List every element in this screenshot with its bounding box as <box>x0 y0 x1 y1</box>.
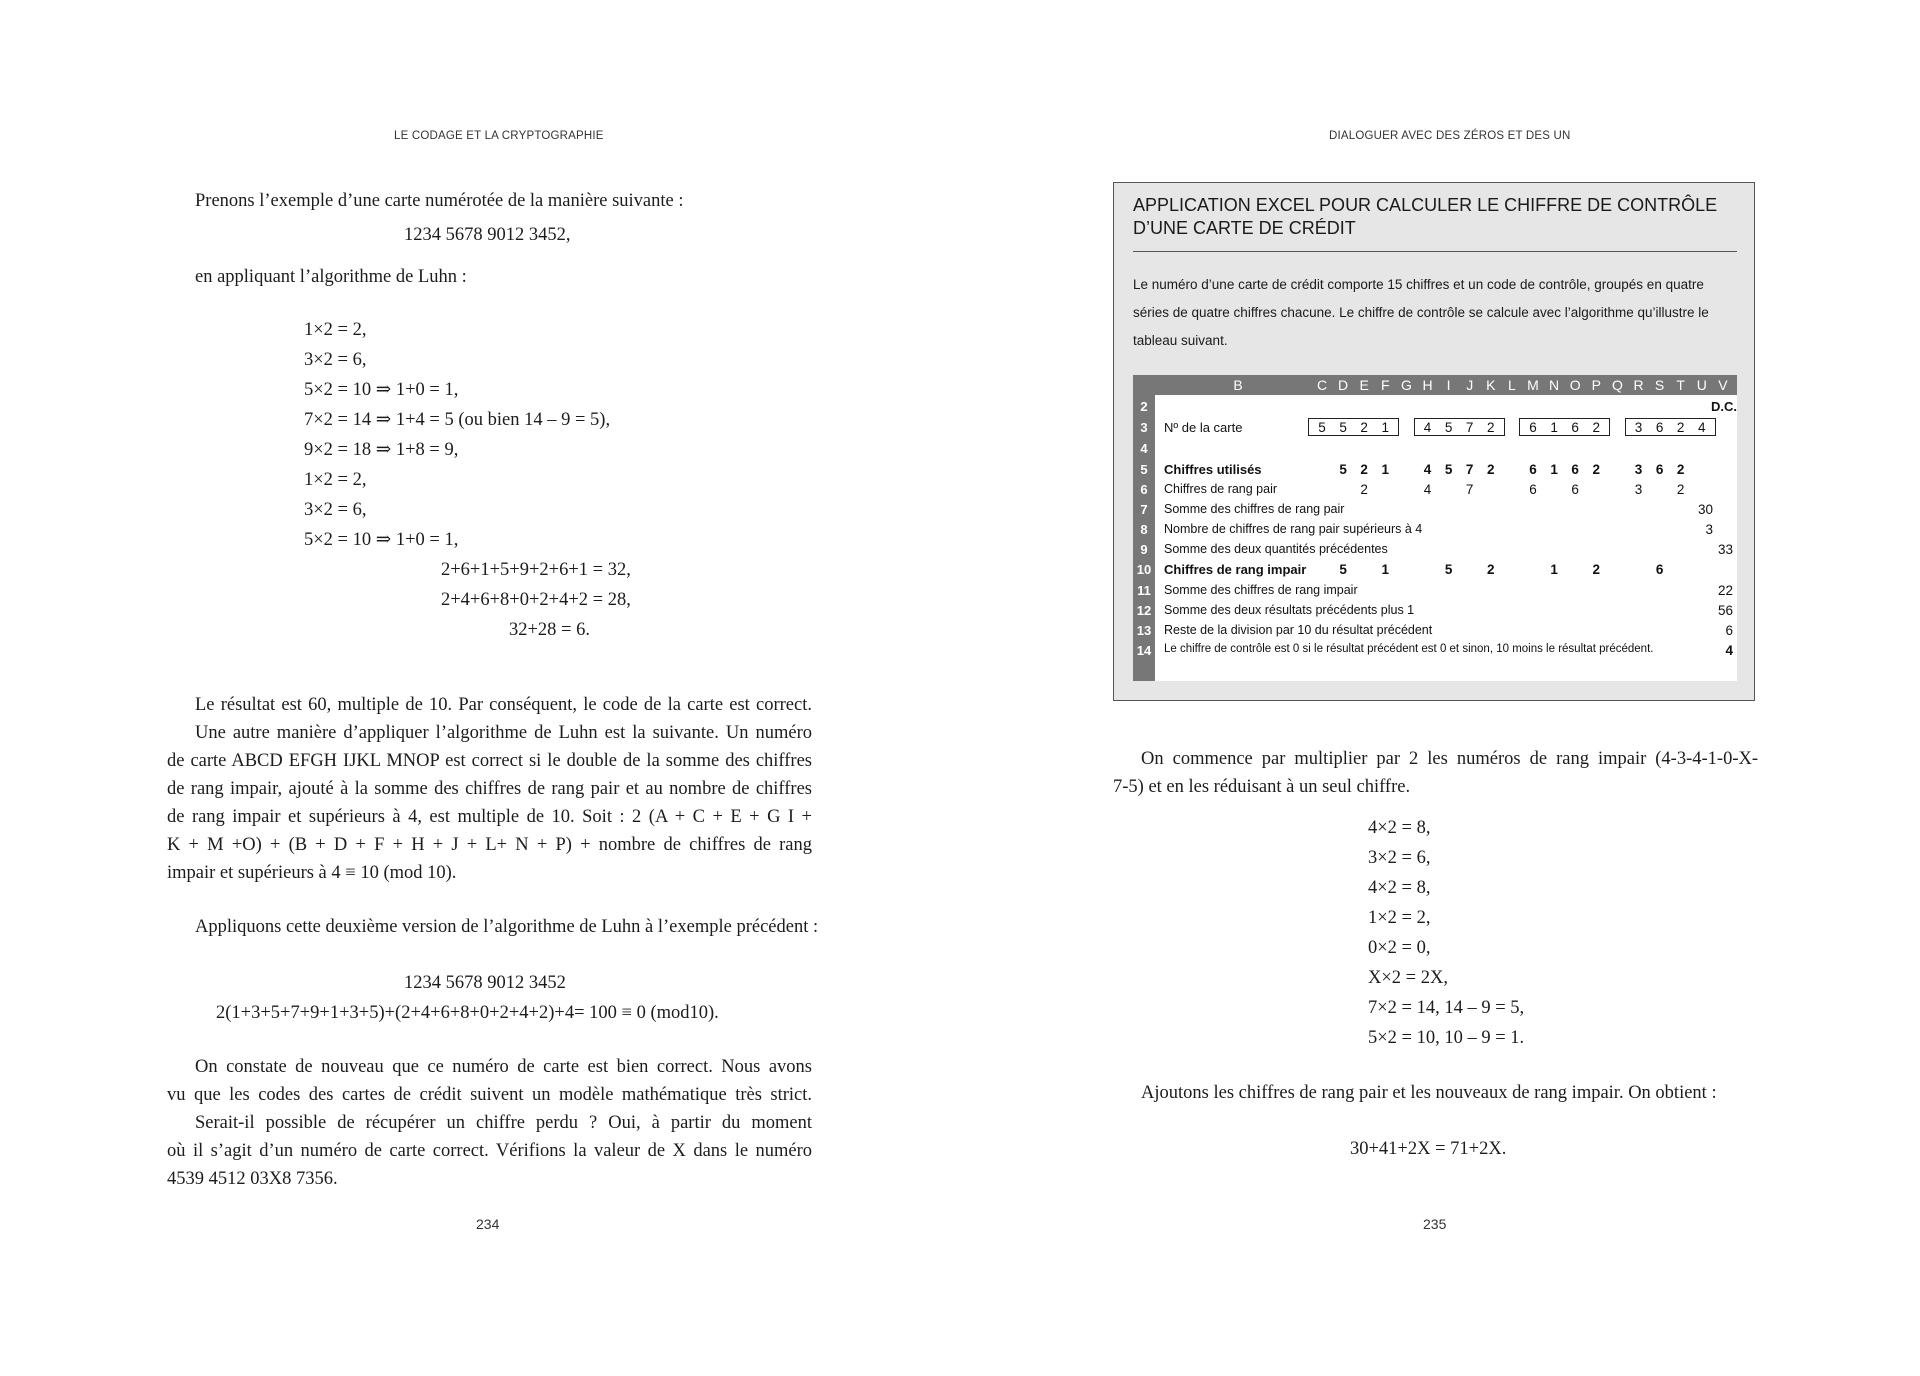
row-8-label: Nombre de chiffres de rang pair supérieurs à 4 <box>1164 522 1423 536</box>
box-divider <box>1133 251 1737 252</box>
paragraph-line: On constate de nouveau que ce numéro de carte est bien correct. Nous avons <box>195 1057 812 1077</box>
even-digit: 6 <box>1571 482 1579 497</box>
used-digit: 2 <box>1360 462 1368 477</box>
card-label: Nº de la carte <box>1164 420 1243 435</box>
used-digit: 3 <box>1634 462 1643 477</box>
column-header: D <box>1338 377 1349 393</box>
column-header: C <box>1316 377 1328 393</box>
row-number: 8 <box>1140 522 1148 537</box>
dc-label: D.C. <box>1711 399 1737 414</box>
used-digit: 6 <box>1571 462 1579 477</box>
used-digits-label: Chiffres utilisés <box>1164 462 1262 477</box>
row-number: 2 <box>1140 399 1148 414</box>
odd-digit: 6 <box>1655 562 1664 577</box>
calc-line: 0×2 = 0, <box>1368 938 1431 958</box>
calc-line: 9×2 = 18 ⇒ 1+8 = 9, <box>304 440 459 460</box>
row-number: 7 <box>1140 502 1148 517</box>
calc-line: 5×2 = 10 ⇒ 1+0 = 1, <box>304 530 459 550</box>
calc-line: 1×2 = 2, <box>304 320 367 340</box>
column-header: K <box>1486 377 1496 393</box>
calc-line: 3×2 = 6, <box>1368 848 1431 868</box>
paragraph-line: impair et supérieurs à 4 ≡ 10 (mod 10). <box>167 863 457 883</box>
column-header: I <box>1446 377 1451 393</box>
used-digit: 6 <box>1655 462 1664 477</box>
card-number: 1234 5678 9012 3452, <box>404 225 571 245</box>
spreadsheet <box>1133 375 1737 681</box>
column-header: E <box>1359 377 1369 393</box>
column-header: S <box>1654 377 1665 393</box>
card-digit: 3 <box>1634 420 1643 435</box>
card-digit: 1 <box>1550 420 1558 435</box>
odd-digit: 1 <box>1381 562 1390 577</box>
row-13-value: 6 <box>1725 623 1733 638</box>
card-digit: 5 <box>1444 420 1453 435</box>
odd-digits-label: Chiffres de rang impair <box>1164 562 1307 577</box>
calc-line: 1×2 = 2, <box>304 470 367 490</box>
odd-digit: 1 <box>1550 562 1558 577</box>
card-digit: 6 <box>1529 420 1537 435</box>
used-digit: 5 <box>1339 462 1347 477</box>
even-digit: 2 <box>1676 482 1685 497</box>
box-title <box>1133 194 1733 240</box>
calc-line: 7×2 = 14, 14 – 9 = 5, <box>1368 998 1525 1018</box>
running-head-right: DIALOGUER AVEC DES ZÉROS ET DES UN <box>1329 130 1571 142</box>
calc-line: 3×2 = 6, <box>304 350 367 370</box>
card-digit: 5 <box>1318 420 1326 435</box>
intro-text: Prenons l’exemple d’une carte numérotée de la manière suivante : <box>195 191 684 211</box>
even-digit: 3 <box>1634 482 1643 497</box>
row-14-label: Le chiffre de contrôle est 0 si le résultat précédent est 0 et sinon, 10 moins le résultat précédent. <box>1164 643 1654 655</box>
sum-line: 2+6+1+5+9+2+6+1 = 32, <box>441 560 631 580</box>
used-digit: 5 <box>1444 462 1453 477</box>
even-digit: 7 <box>1465 482 1474 497</box>
calc-line: 7×2 = 14 ⇒ 1+4 = 5 (ou bien 14 – 9 = 5), <box>304 410 611 430</box>
column-header: P <box>1591 377 1601 393</box>
paragraph-line: Le résultat est 60, multiple de 10. Par conséquent, le code de la carte est correct. <box>195 695 812 715</box>
column-header: V <box>1718 377 1728 393</box>
paragraph-line: de rang impair et supérieurs à 4, est multiple de 10. Soit : 2 (A + C + E + G I + <box>167 807 812 827</box>
even-digit: 6 <box>1529 482 1537 497</box>
calc-line: X×2 = 2X, <box>1368 968 1448 988</box>
paragraph-line: vu que les codes des cartes de crédit suivent un modèle mathématique très strict. <box>167 1085 812 1105</box>
page-number-left: 234 <box>476 1216 500 1232</box>
odd-digit: 5 <box>1444 562 1453 577</box>
row-11-value: 22 <box>1717 583 1733 598</box>
row-number: 12 <box>1136 603 1152 618</box>
example-number: 1234 5678 9012 3452 <box>404 973 566 993</box>
row-7-value: 30 <box>1697 502 1713 517</box>
even-digits-label: Chiffres de rang pair <box>1164 482 1278 496</box>
calc-line: 3×2 = 6, <box>304 500 367 520</box>
calc-line: 4×2 = 8, <box>1368 878 1431 898</box>
column-header: T <box>1676 377 1685 393</box>
box-text-line: Le numéro d’une carte de crédit comporte 15 chiffres et un code de contrôle, groupés en quatre <box>1133 277 1704 292</box>
card-digit: 2 <box>1676 420 1685 435</box>
odd-digit: 2 <box>1487 562 1495 577</box>
calc-line: 4×2 = 8, <box>1368 818 1431 838</box>
odd-digit: 2 <box>1592 562 1601 577</box>
second-version-intro: Appliquons cette deuxième version de l’algorithme de Luhn à l’exemple précédent : <box>195 917 819 937</box>
calc-line: 5×2 = 10 ⇒ 1+0 = 1, <box>304 380 459 400</box>
box-title-line: APPLICATION EXCEL POUR CALCULER LE CHIFFRE DE CONTRÔLE <box>1133 195 1718 215</box>
column-header: J <box>1466 377 1474 393</box>
card-digit: 5 <box>1339 420 1347 435</box>
column-header: G <box>1400 377 1412 393</box>
card-digit: 2 <box>1487 420 1495 435</box>
row-14-value: 4 <box>1725 643 1733 658</box>
row-7-label: Somme des chiffres de rang pair <box>1164 502 1345 516</box>
card-digit: 6 <box>1655 420 1664 435</box>
row-number: 13 <box>1136 623 1152 638</box>
paragraph-line: Serait-il possible de récupérer un chiffre perdu ? Oui, à partir du moment <box>195 1113 812 1133</box>
column-header: O <box>1569 377 1581 393</box>
used-digit: 6 <box>1529 462 1537 477</box>
paragraph-line: K + M +O) + (B + D + F + H + J + L+ N + P) + nombre de chiffres de rang <box>167 835 812 855</box>
used-digit: 1 <box>1550 462 1558 477</box>
paragraph-line: 7-5) et en les réduisant à un seul chiffre. <box>1113 777 1411 797</box>
paragraph-line: de carte ABCD EFGH IJKL MNOP est correct si le double de la somme des chiffres <box>167 751 812 771</box>
column-header: N <box>1549 377 1560 393</box>
odd-digit: 5 <box>1339 562 1347 577</box>
used-digit: 1 <box>1381 462 1390 477</box>
card-digit: 4 <box>1698 420 1706 435</box>
paragraph-line: Une autre manière d’appliquer l’algorithme de Luhn est la suivante. Un numéro <box>195 723 812 743</box>
box-text-line: séries de quatre chiffres chacune. Le chiffre de contrôle se calcule avec l’algorithme qu’illustre le <box>1133 305 1709 320</box>
row-number: 11 <box>1137 583 1151 598</box>
row-number: 4 <box>1140 441 1148 456</box>
box-title-line: D’UNE CARTE DE CRÉDIT <box>1133 218 1356 238</box>
card-digit: 4 <box>1423 420 1432 435</box>
paragraph-line: On commence par multiplier par 2 les numéros de rang impair (4-3-4-1-0-X- <box>1141 749 1758 769</box>
used-digit: 2 <box>1676 462 1685 477</box>
even-digit: 2 <box>1360 482 1368 497</box>
sum-line: 2+4+6+8+0+2+4+2 = 28, <box>441 590 631 610</box>
paragraph-line: 4539 4512 03X8 7356. <box>167 1169 338 1189</box>
addition-intro: Ajoutons les chiffres de rang pair et les nouveaux de rang impair. On obtient : <box>1141 1083 1717 1103</box>
used-digit: 2 <box>1487 462 1495 477</box>
row-number: 5 <box>1140 462 1148 477</box>
row-number: 9 <box>1140 542 1148 557</box>
row-number: 3 <box>1140 420 1148 435</box>
column-header: M <box>1527 377 1539 393</box>
row-8-value: 3 <box>1705 522 1713 537</box>
row-number: 6 <box>1140 482 1148 497</box>
column-header: U <box>1696 377 1707 393</box>
column-header: Q <box>1611 377 1623 393</box>
example-formula: 2(1+3+5+7+9+1+3+5)+(2+4+6+8+0+2+4+2)+4= 100 ≡ 0 (mod10). <box>216 1003 719 1023</box>
excel-application-box <box>1113 182 1755 701</box>
paragraph-line: où il s’agit d’un numéro de carte correct. Vérifions la valeur de X dans le numéro <box>167 1141 812 1161</box>
luhn-intro: en appliquant l’algorithme de Luhn : <box>195 267 467 287</box>
card-digit: 6 <box>1571 420 1579 435</box>
row-number: 14 <box>1136 643 1152 658</box>
card-digit: 7 <box>1465 420 1474 435</box>
calc-line: 5×2 = 10, 10 – 9 = 1. <box>1368 1028 1525 1048</box>
row-11-label: Somme des chiffres de rang impair <box>1164 583 1358 597</box>
row-12-label: Somme des deux résultats précédents plus 1 <box>1164 603 1415 617</box>
sum-line: 32+28 = 6. <box>509 620 590 640</box>
column-header: F <box>1381 377 1390 393</box>
used-digit: 7 <box>1465 462 1474 477</box>
used-digit: 2 <box>1592 462 1601 477</box>
column-header: R <box>1633 377 1644 393</box>
final-result: 30+41+2X = 71+2X. <box>1350 1139 1507 1159</box>
box-text-line: tableau suivant. <box>1133 333 1228 348</box>
column-header: L <box>1507 377 1516 393</box>
row-9-value: 33 <box>1717 542 1733 557</box>
even-digit: 4 <box>1423 482 1432 497</box>
card-digit: 2 <box>1592 420 1601 435</box>
row-12-value: 56 <box>1717 603 1733 618</box>
row-number: 10 <box>1136 562 1152 577</box>
paragraph-line: de rang impair, ajouté à la somme des chiffres de rang pair et au nombre de chiffres <box>167 779 812 799</box>
card-digit: 2 <box>1360 420 1368 435</box>
row-13-label: Reste de la division par 10 du résultat précédent <box>1164 623 1433 637</box>
column-header: B <box>1233 377 1243 393</box>
column-header: H <box>1422 377 1433 393</box>
calc-line: 1×2 = 2, <box>1368 908 1431 928</box>
used-digit: 4 <box>1423 462 1432 477</box>
running-head-left: LE CODAGE ET LA CRYPTOGRAPHIE <box>394 130 604 142</box>
row-9-label: Somme des deux quantités précédentes <box>1164 542 1388 556</box>
card-digit: 1 <box>1381 420 1390 435</box>
page-number-right: 235 <box>1423 1216 1447 1232</box>
